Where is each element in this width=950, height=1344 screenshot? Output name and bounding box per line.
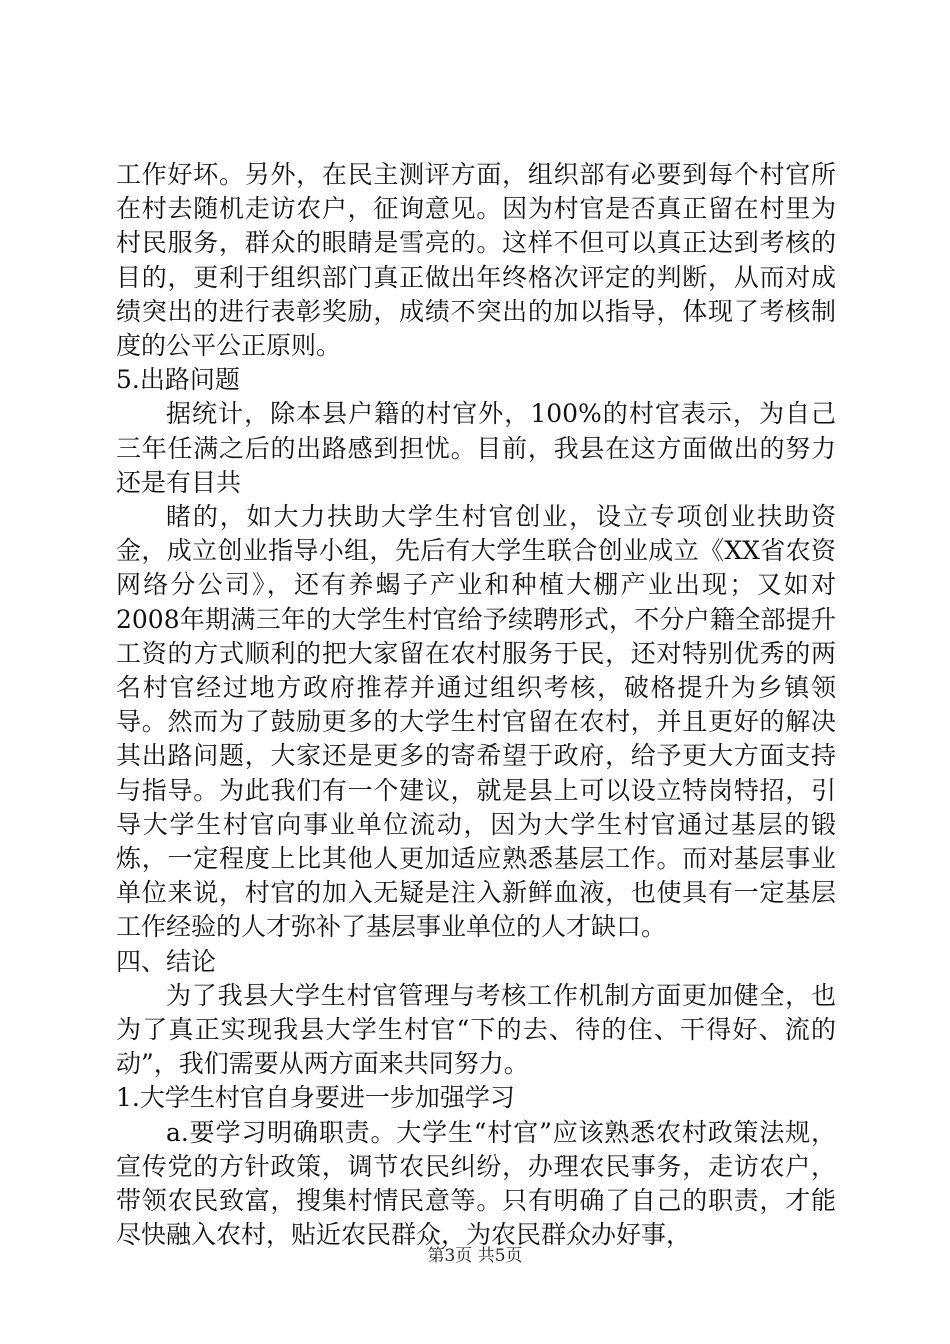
paragraph-statistics: 据统计，除本县户籍的村官外，100%的村官表示，为自己三年任满之后的出路感到担忧。目前，我县在这方面做出的努力还是有目共 — [116, 399, 836, 497]
section-heading-conclusion: 四、结论 — [116, 946, 217, 976]
section-heading-career: 5.出路问题 — [116, 365, 240, 395]
paragraph-responsibilities: a.要学习明确职责。大学生“村官”应该熟悉农村政策法规，宣传党的方针政策，调节农民纠纷，办理农民事务，走访农户，带领农民致富，搜集村情民意等。只有明确了自己的职责，才能尽快融入农村，贴近农民群众，为农民群众办好事， — [116, 1117, 836, 1250]
paragraph-assessment: 工作好坏。另外，在民主测评方面，组织部有必要到每个村官所在村去随机走访农户，征询意见。因为村官是否真正留在村里为村民服务，群众的眼睛是雪亮的。这样不但可以真正达到考核的目的，更利于组织部门真正做出年终格次评定的判断，从而对成绩突出的进行表彰奖励，成绩不突出的加以指导，体现了考核制度的公平公正原则。 — [116, 160, 836, 361]
paragraph-conclusion-intro: 为了我县大学生村官管理与考核工作机制方面更加健全，也为了真正实现我县大学生村官“下的去、待的住、干得好、流的动”，我们需要从两方面来共同努力。 — [116, 980, 836, 1079]
document-body — [116, 158, 836, 1253]
paragraph-career-measures: 睹的，如大力扶助大学生村官创业，设立专项创业扶助资金，成立创业指导小组，先后有大学生联合创业成立《XX省农资网络分公司》，还有养蝎子产业和种植大棚产业出现；又如对2008年期满三年的大学生村官给予续聘形式，不分户籍全部提升工资的方式顺利的把大家留在农村服务于民，还对特别优秀的两名村官经过地方政府推荐并通过组织考核，破格提升为乡镇领导。然而为了鼓励更多的大学生村官留在农村，并且更好的解决其出路问题，大家还是更多的寄希望于政府，给予更大方面支持与指导。为此我们有一个建议，就是县上可以设立特岗特招，引导大学生村官向事业单位流动，因为大学生村官通过基层的锻炼，一定程度上比其他人更加适应熟悉基层工作。而对基层事业单位来说，村官的加入无疑是注入新鲜血液，也使具有一定基层工作经验的人才弥补了基层事业单位的人才缺口。 — [116, 502, 836, 942]
page-number-footer: 第3页 共5页 — [427, 1246, 523, 1266]
subsection-heading-study: 1.大学生村官自身要进一步加强学习 — [116, 1083, 515, 1113]
